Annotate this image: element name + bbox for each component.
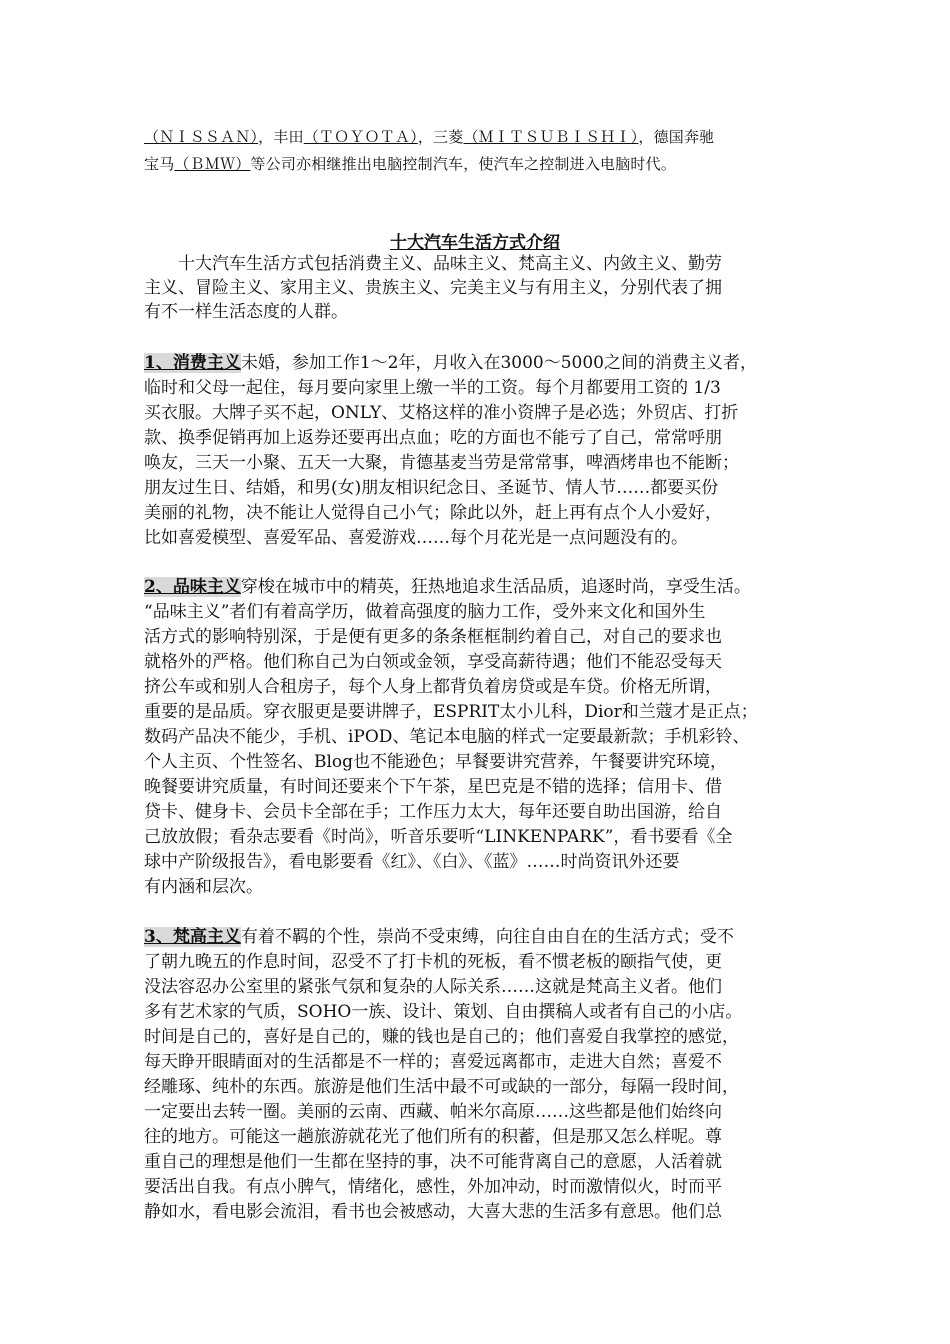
body-line: 款、换季促销再加上返券还要再出点血；吃的方面也不能亏了自己，常常呼朋: [144, 428, 722, 448]
section-title: 十大汽车生活方式介绍: [390, 233, 560, 253]
body-text: 有着不羁的个性，崇尚不受束缚，向往自由自在的生活方式；受不: [240, 927, 734, 947]
body-line: 贷卡、健身卡、会员卡全部在手；工作压力太大，每年还要自助出国游，给自: [144, 802, 722, 822]
body-line: 往的地方。可能这一趟旅游就花光了他们所有的积蓄，但是那又怎么样呢。尊: [144, 1127, 722, 1147]
body-line: 朋友过生日、结婚，和男(女)朋友相识纪念日、圣诞节、情人节……都要买份: [144, 478, 719, 498]
section-2-heading: 2、品味主义: [144, 577, 241, 597]
body-line: 挤公车或和别人合租房子，每个人身上都背负着房贷或是车贷。价格无所谓，: [144, 677, 722, 697]
body-line: 重要的是品质。穿衣服更是要讲牌子，ESPRIT太小儿科，Dior和兰蔻才是正点；: [144, 702, 758, 722]
body-line: 静如水，看电影会流泪，看书也会被感动，大喜大悲的生活多有意思。他们总: [144, 1202, 722, 1222]
intro-text: 宝马: [144, 155, 175, 173]
body-line: 没法容忍办公室里的紧张气氛和复杂的人际关系……这就是梵高主义者。他们: [144, 977, 722, 997]
overview-line: 十大汽车生活方式包括消费主义、品味主义、梵高主义、内敛主义、勤劳: [144, 254, 722, 274]
body-line: 比如喜爱模型、喜爱军品、喜爱游戏……每个月花光是一点问题没有的。: [144, 528, 688, 548]
body-line: 时间是自己的，喜好是自己的，赚的钱也是自己的；他们喜爱自我掌控的感觉，: [144, 1027, 739, 1047]
body-text: 未婚，参加工作1～2年，月收入在3000～5000之间的消费主义者，: [240, 353, 758, 373]
intro-line-2: [144, 153, 808, 177]
body-text: 穿梭在城市中的精英，狂热地追求生活品质，追逐时尚，享受生活。: [240, 577, 751, 597]
body-line: 个人主页、个性签名、Blog也不能逊色；早餐要讲究营养，午餐要讲究环境，: [144, 752, 728, 772]
section-2-first-line: [144, 576, 808, 600]
body-line: 己放放假；看杂志要看《时尚》，听音乐要听“LINKENPARK”，看书要看《全: [144, 827, 733, 847]
body-line: 每天睁开眼睛面对的生活都是不一样的；喜爱远离都市，走进大自然；喜爱不: [144, 1052, 722, 1072]
section-1-heading: 1、消费主义: [144, 353, 241, 373]
brand-nissan: （ＮＩＳＳＡＮ）: [144, 128, 259, 146]
body-line: 重自己的理想是他们一生都在坚持的事，决不可能背离自己的意愿，人活着就: [144, 1152, 722, 1172]
body-line: 唤友，三天一小聚、五天一大聚，肯德基麦当劳是常常事，啤酒烤串也不能断；: [144, 453, 739, 473]
intro-text: ，三菱: [417, 128, 464, 146]
body-line: 一定要出去转一圈。美丽的云南、西藏、帕米尔高原……这些都是他们始终向: [144, 1102, 722, 1122]
section-3-first-line: [144, 926, 808, 950]
body-line: 活方式的影响特别深，于是便有更多的条条框框制约着自己，对自己的要求也: [144, 627, 722, 647]
overview-line: 有不一样生活态度的人群。: [144, 302, 348, 322]
body-line: 经雕琢、纯朴的东西。旅游是他们生活中最不可或缺的一部分，每隔一段时间，: [144, 1077, 739, 1097]
body-line: 晚餐要讲究质量，有时间还要来个下午茶，星巴克是不错的选择；信用卡、借: [144, 777, 722, 797]
body-line: 临时和父母一起住，每月要向家里上缴一半的工资。每个月都要用工资的 1/3: [144, 378, 721, 398]
body-line: 球中产阶级报告》，看电影要看《红》、《白》、《蓝》……时尚资讯外还要: [144, 852, 680, 872]
body-line: 要活出自我。有点小脾气，情绪化，感性，外加冲动，时而激情似火，时而平: [144, 1177, 722, 1197]
brand-bmw: （ＢＭＷ）: [174, 155, 251, 173]
body-line: 美丽的礼物，决不能让人觉得自己小气；除此以外，赶上再有点个人小爱好，: [144, 503, 722, 523]
intro-line-1: [144, 126, 808, 150]
intro-text: ，德国奔驰: [638, 128, 715, 146]
brand-toyota: （ＴＯＹＯＴＡ）: [303, 128, 418, 146]
intro-text: ，丰田: [258, 128, 304, 146]
body-line: 就格外的严格。他们称自己为白领或金领，享受高薪待遇；他们不能忍受每天: [144, 652, 722, 672]
body-line: 了朝九晚五的作息时间，忍受不了打卡机的死板，看不惯老板的颐指气使，更: [144, 952, 722, 972]
section-3-heading: 3、梵高主义: [144, 927, 241, 947]
body-line: 有内涵和层次。: [144, 877, 263, 897]
section-1-first-line: [144, 352, 808, 376]
body-line: “品味主义”者们有着高学历，做着高强度的脑力工作，受外来文化和国外生: [144, 602, 706, 622]
overview-line: 主义、冒险主义、家用主义、贵族主义、完美主义与有用主义，分别代表了拥: [144, 278, 722, 298]
body-line: 数码产品决不能少，手机、iPOD、笔记本电脑的样式一定要最新款；手机彩铃、: [144, 727, 750, 747]
brand-mitsubishi: （ＭＩＴＳＵＢＩＳＨＩ）: [463, 128, 639, 146]
body-line: 多有艺术家的气质，SOHO一族、设计、策划、自由撰稿人或者有自己的小店。: [144, 1002, 743, 1022]
intro-text: 等公司亦相继推出电脑控制汽车，使汽车之控制进入电脑时代。: [250, 155, 677, 173]
body-line: 买衣服。大牌子买不起，ONLY、艾格这样的准小资牌子是必选；外贸店、打折: [144, 403, 739, 423]
